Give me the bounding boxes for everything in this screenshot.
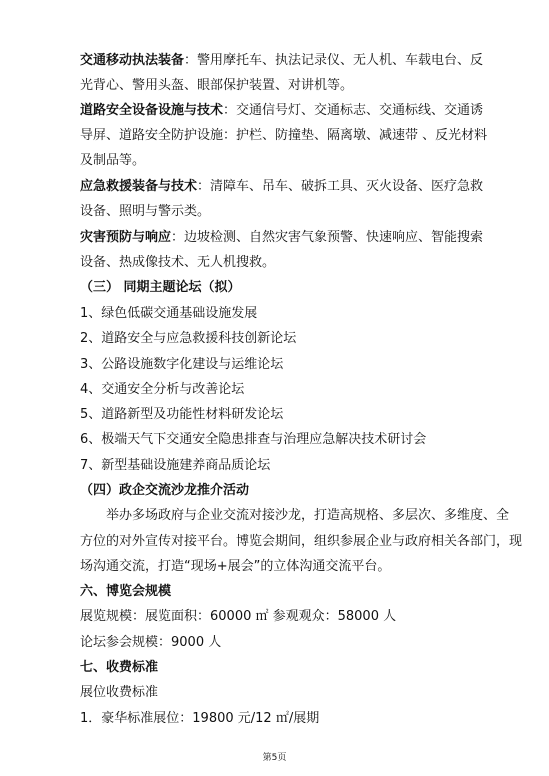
safety-text-cont2: 及制品等。 xyxy=(80,153,146,168)
fee-subtitle: 展位收费标准 xyxy=(80,685,159,700)
equipment-text-cont: 光背心、警用头盔、眼部保护装置、对讲机等。 xyxy=(80,78,354,93)
equipment-paragraph xyxy=(80,53,484,68)
emergency-text-cont: 设备、照明与警示类。 xyxy=(80,204,211,219)
salon-text-cont: 方位的对外宣传对接平台。博览会期间，组织参展企业与政府相关各部门，现 xyxy=(80,534,523,549)
safety-text-cont: 导屏、道路安全防护设施：护栏、防撞垫、隔离墩、减速带 、反光材料 xyxy=(80,128,488,143)
safety-text: ：交通信号灯、交通标志、交通标线、交通诱 xyxy=(223,103,484,118)
disaster-text-cont: 设备、热成像技术、无人机搜救。 xyxy=(80,255,276,270)
disaster-text: ：边坡检测、自然灾害气象预警、快速响应、智能搜索 xyxy=(171,230,484,245)
emergency-text: ：清障车、吊车、破拆工具、灭火设备、医疗急救 xyxy=(197,179,484,194)
scale-forum-line: 论坛参会规模：9000 人 xyxy=(80,635,222,650)
forum-item: 6、极端天气下交通安全隐患排查与治理应急解决技术研讨会 xyxy=(80,432,427,447)
salon-section-title: （四）政企交流沙龙推介活动 xyxy=(80,483,250,498)
salon-text: 举办多场政府与企业交流对接沙龙，打造高规格、多层次、多维度、全 xyxy=(106,508,510,523)
forum-item: 4、交通安全分析与改善论坛 xyxy=(80,382,245,397)
disaster-heading: 灾害预防与响应 xyxy=(80,230,172,245)
safety-paragraph xyxy=(80,103,484,118)
forum-item: 7、新型基础设施建养商品质论坛 xyxy=(80,458,271,473)
emergency-paragraph xyxy=(80,179,484,194)
forum-item: 5、道路新型及功能性材料研发论坛 xyxy=(80,407,284,422)
forum-section-title: （三） 同期主题论坛（拟） xyxy=(80,280,241,295)
fee-item: 1．豪华标准展位：19800 元/12 ㎡/展期 xyxy=(80,711,320,726)
page-number: 第5页 xyxy=(262,753,287,763)
equipment-heading: 交通移动执法装备 xyxy=(80,53,185,68)
salon-text-cont2: 场沟通交流，打造“现场+展会”的立体沟通交流平台。 xyxy=(80,559,391,574)
forum-item: 1、绿色低碳交通基础设施发展 xyxy=(80,306,258,321)
disaster-paragraph xyxy=(80,230,484,245)
forum-item: 3、公路设施数字化建设与运维论坛 xyxy=(80,357,284,372)
emergency-heading: 应急救援装备与技术 xyxy=(80,179,198,194)
forum-item: 2、道路安全与应急救援科技创新论坛 xyxy=(80,331,297,346)
safety-heading: 道路安全设备设施与技术 xyxy=(80,103,224,118)
equipment-text: ：警用摩托车、执法记录仪、无人机、车载电台、反 xyxy=(184,53,484,68)
fee-section-title: 七、收费标准 xyxy=(80,660,159,675)
scale-section-title: 六、博览会规模 xyxy=(80,584,172,599)
scale-exhibition-line: 展览规模：展览面积：60000 ㎡ 参观观众：58000 人 xyxy=(80,609,397,624)
